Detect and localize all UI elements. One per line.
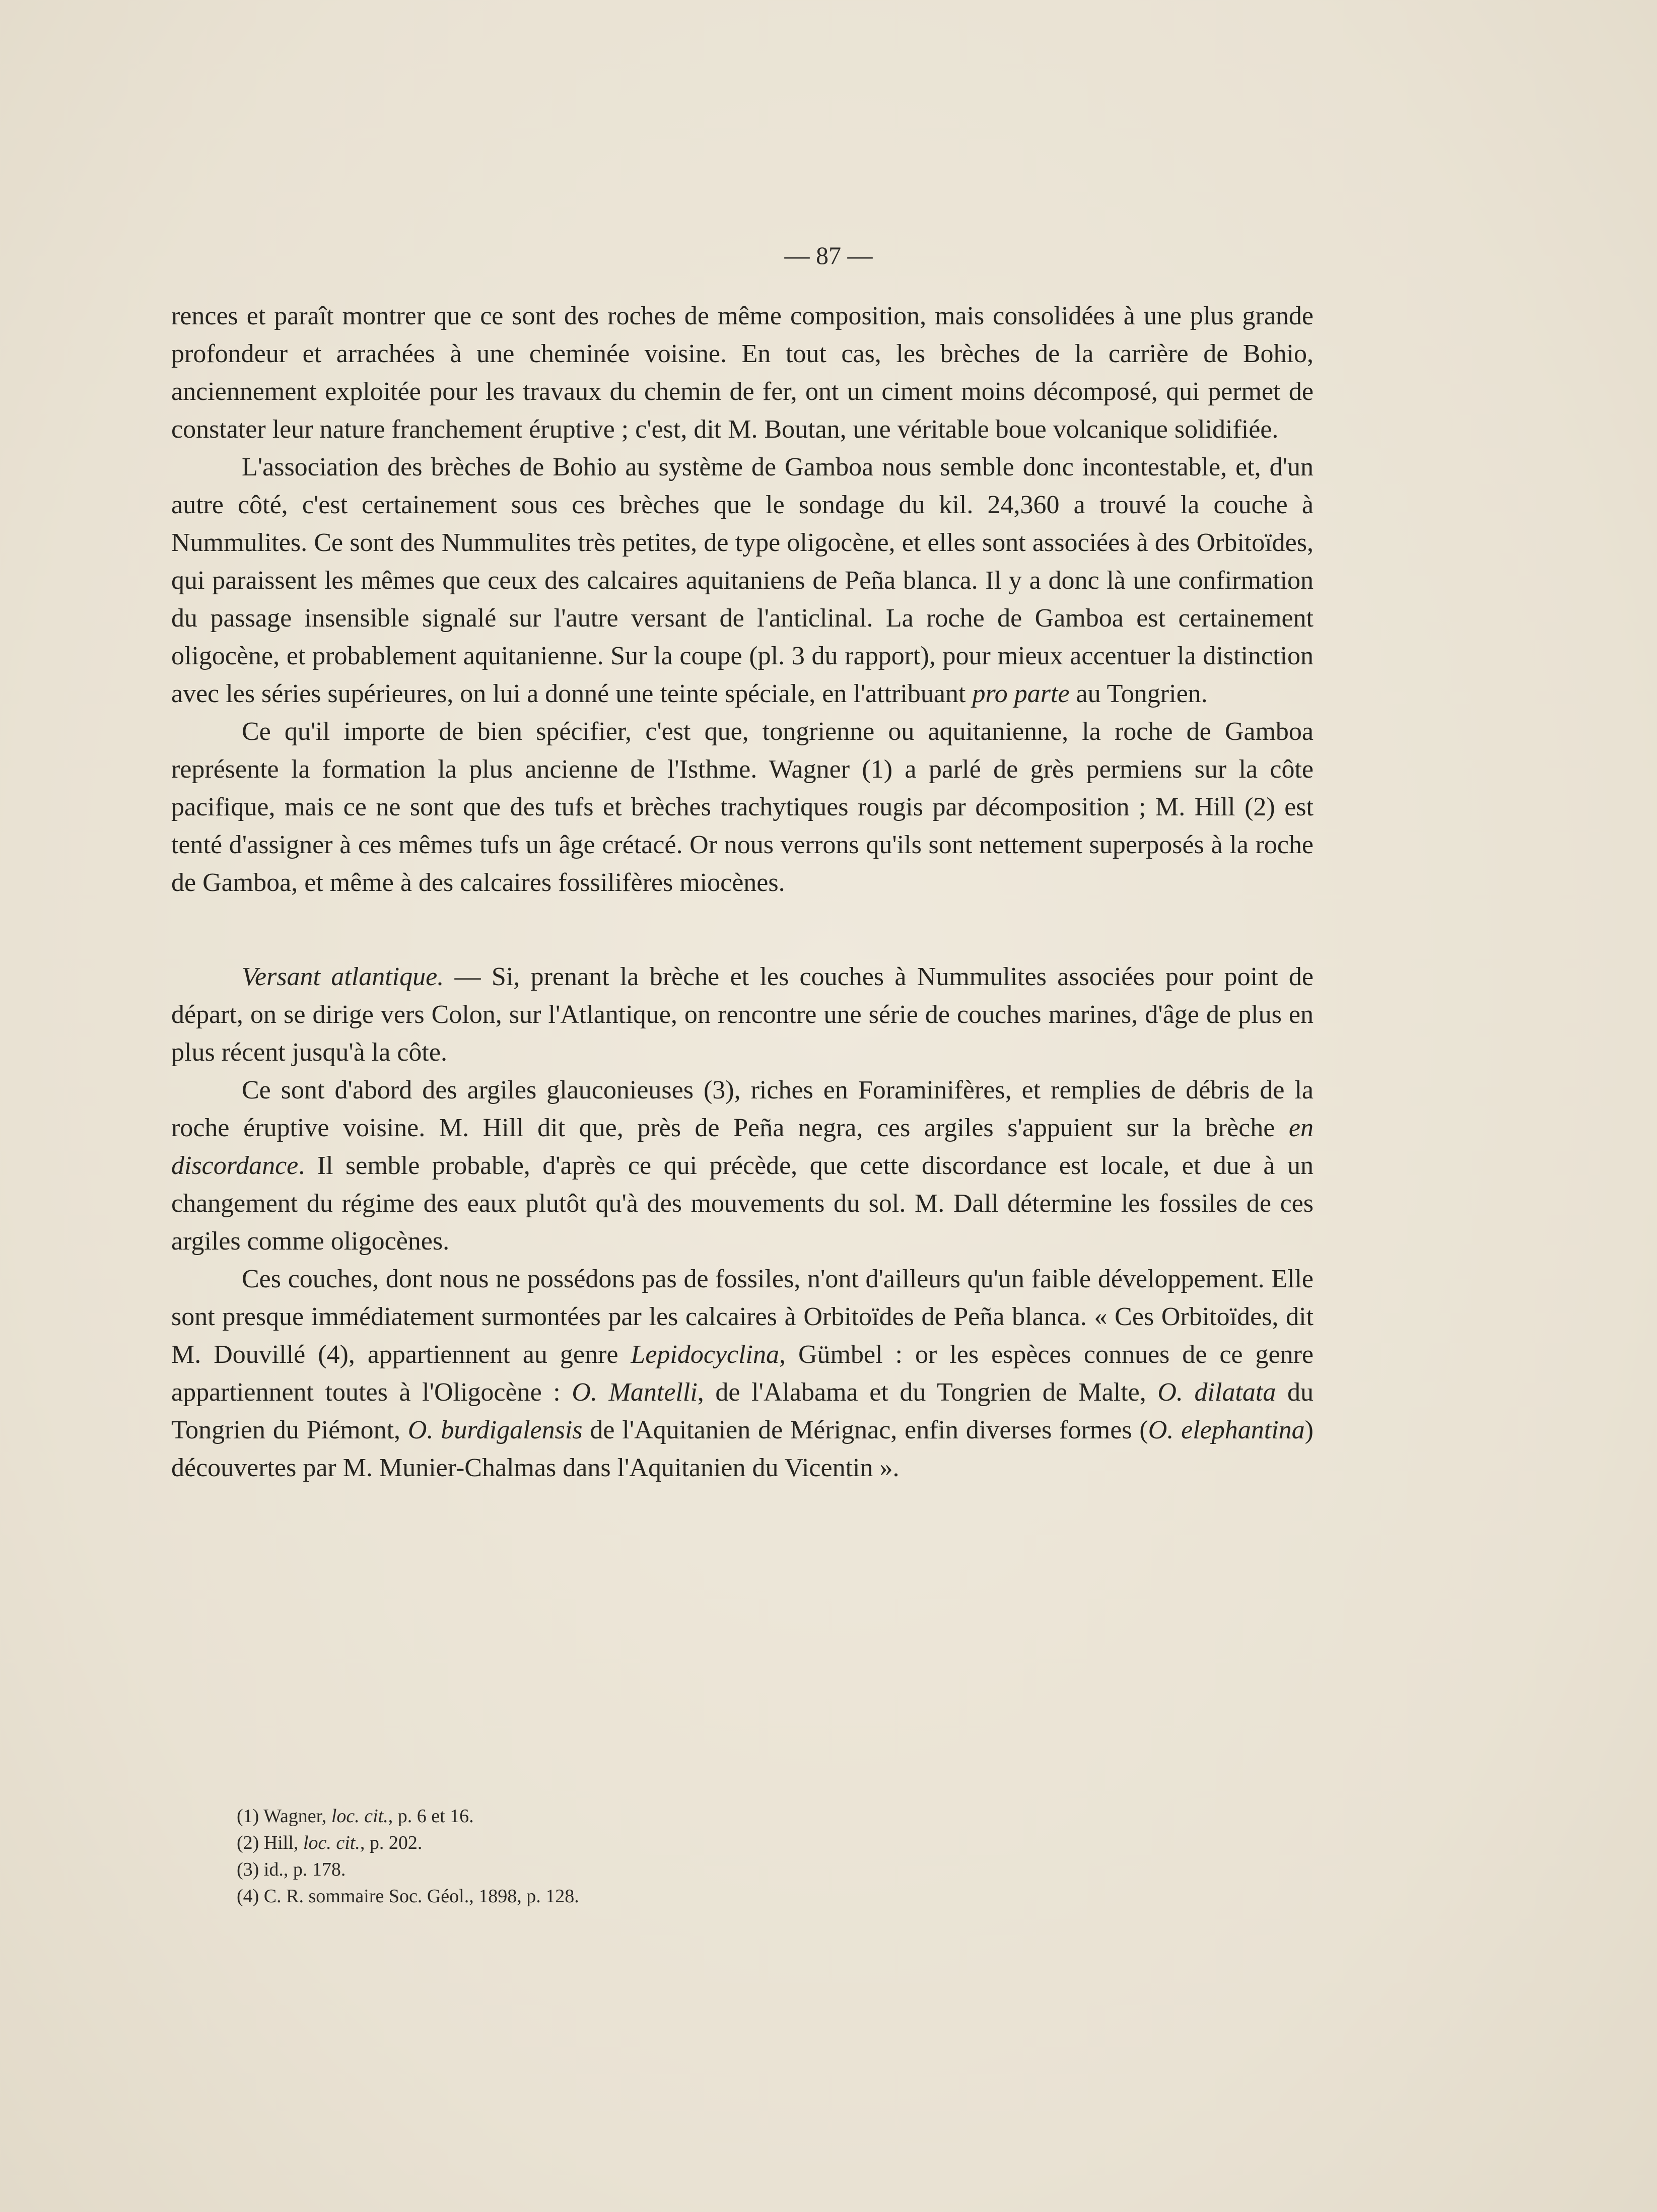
paragraph-3: Ce qu'il importe de bien spécifier, c'est que, tongrienne ou aquitanienne, la roche de Gamboa représente la formation la plus ancienne de l'Isthme. Wagner (1) a parlé de grès permiens sur la côte pacifique, mais ce ne sont que des tufs et brèches trachytiques rougis par décomposition ; M. Hill (2) est tenté d'assigner à ces mêmes tufs un âge crétacé. Or nous verrons qu'ils sont nettement superposés à la roche de Gamboa, et même à des calcaires fossilifères miocènes. (171, 717, 1314, 897)
paragraph-5-end: . Il semble probable, d'après ce qui précède, que cette discordance est locale, et due à un changement du régime des eaux plutôt qu'à des mouvements du sol. M. Dall détermine les fossiles de ces argiles comme oligocènes. (171, 1151, 1314, 1256)
footnote-1 (237, 1803, 1143, 1830)
paragraph-2-end: au Tongrien. (1069, 679, 1208, 708)
paragraph-2-text: L'association des brèches de Bohio au système de Gamboa nous semble donc incontestable, et, d'un autre côté, c'est certainement sous ces brèches que le sondage du kil. 24,360 a trouvé la couche à Nummulites. Ce sont des Nummulites très petites, de type oligocène, et elles sont associées à des Orbitoïdes, qui paraissent les mêmes que ceux des calcaires aquitaniens de Peña blanca. Il y a donc là une confirmation du passage insensible signalé sur l'autre versant de l'anticlinal. La roche de Gamboa est certainement oligocène, et probablement aquitanienne. Sur la coupe (pl. 3 du rapport), pour mieux accentuer la distinction avec les séries supérieures, on lui a donné une teinte spéciale, en l'attribuant (171, 453, 1314, 708)
paragraph-4 (171, 958, 1314, 1071)
footnote-1-a: (1) Wagner, (237, 1806, 331, 1827)
paragraph-2-italic: pro parte (972, 679, 1070, 708)
footnotes (237, 1803, 1143, 1910)
paragraph-6-text: Ces couches, dont nous ne possédons pas de fossiles, n'ont d'ailleurs qu'un faible développement. Elle sont presque immédiatement surmontées par les calcaires à Orbitoïdes de Peña blanca. « Ces Orbitoïdes, dit M. Douvillé (4), appartiennent au genre (171, 1265, 1314, 1369)
footnote-2-a: (2) Hill, (237, 1832, 303, 1853)
taxon-o-burdigalensis: O. burdigalensis (407, 1416, 583, 1444)
footnote-2 (237, 1830, 1143, 1856)
paragraph-2 (171, 448, 1314, 713)
footnote-1-italic: loc. cit. (331, 1806, 388, 1827)
paragraph-6-t2: , de l'Alabama et du Tongrien de Malte, (697, 1378, 1158, 1407)
paragraph-5-text: Ce sont d'abord des argiles glauconieuses (3), riches en Foraminifères, et remplies de débris de la roche éruptive voisine. M. Hill dit que, près de Peña negra, ces argiles s'appuient sur la brèche (171, 1076, 1314, 1142)
paragraph-5 (171, 1071, 1314, 1260)
paragraph-1: rences et paraît montrer que ce sont des roches de même composition, mais consolidées à une plus grande profondeur et arrachées à une cheminée voisine. En tout cas, les brèches de la carrière de Bohio, anciennement exploitée pour les travaux du chemin de fer, ont un ciment moins décomposé, qui permet de constater leur nature franchement éruptive ; c'est, dit M. Boutan, une véritable boue volcanique solidifiée. (171, 302, 1314, 444)
footnote-4: (4) C. R. sommaire Soc. Géol., 1898, p. 128. (237, 1886, 579, 1907)
paragraph-5-italic: en discordance (171, 1114, 1314, 1180)
section-heading-versant-atlantique: Versant atlantique. (242, 962, 444, 991)
footnote-3: (3) id., p. 178. (237, 1859, 346, 1880)
paragraph-6 (171, 1260, 1314, 1487)
taxon-o-elephantina: O. elephantina (1148, 1416, 1305, 1444)
paragraph-6-t3: du Tongrien du Piémont, (171, 1378, 1314, 1444)
paragraph-6-t5: ) découvertes par M. Munier-Chalmas dans l'Aquitanien du Vicentin ». (171, 1416, 1314, 1482)
footnote-2-italic: loc. cit. (303, 1832, 360, 1853)
footnote-1-b: , p. 6 et 16. (388, 1806, 474, 1827)
taxon-o-dilatata: O. dilatata (1157, 1378, 1276, 1407)
paragraph-6-t4: de l'Aquitanien de Mérignac, enfin diverses formes ( (582, 1416, 1148, 1444)
page-number: — 87 — (784, 241, 873, 269)
footnote-2-b: , p. 202. (360, 1832, 423, 1853)
paragraph-4-text: — Si, prenant la brèche et les couches à Nummulites associées pour point de départ, on se dirige vers Colon, sur l'Atlantique, on rencontre une série de couches marines, d'âge de plus en plus récent jusqu'à la côte. (171, 962, 1314, 1067)
main-text (171, 297, 1314, 1487)
paragraph-6-t1: , Gümbel : or les espèces connues de ce genre appartiennent toutes à l'Oligocène : (171, 1340, 1314, 1407)
taxon-o-mantelli: O. Mantelli (572, 1378, 698, 1407)
taxon-lepidocyclina: Lepidocyclina (631, 1340, 779, 1369)
